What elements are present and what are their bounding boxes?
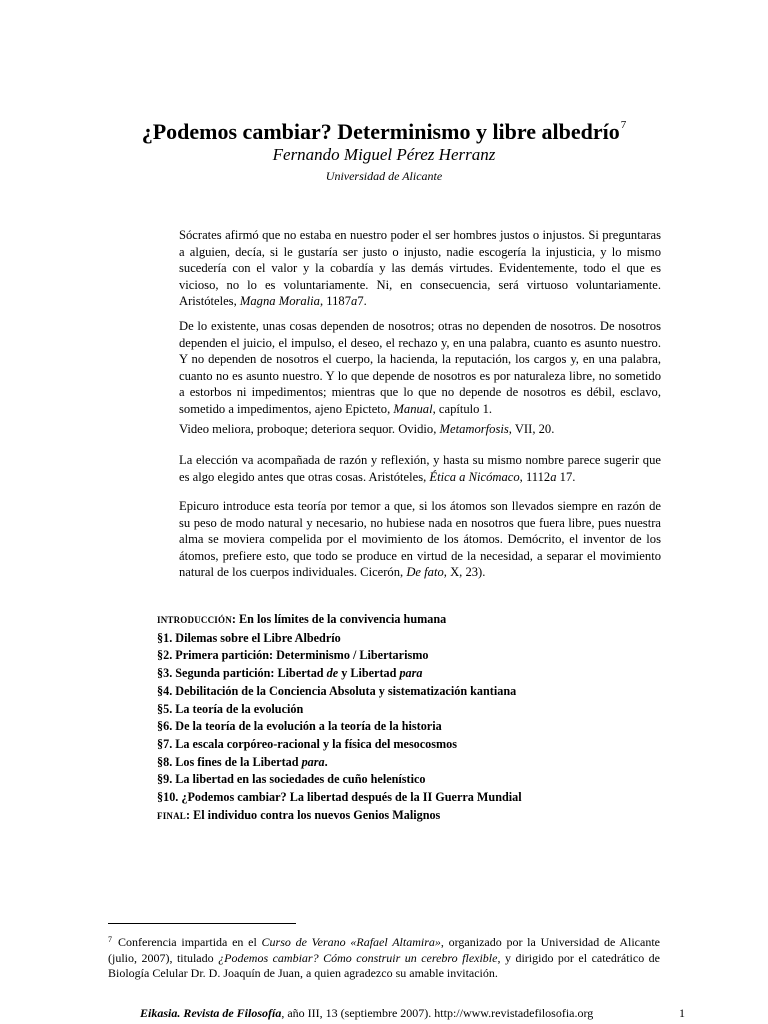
toc-text: y Libertad [338,666,400,681]
toc-item-section-8[interactable] [157,754,677,772]
journal-name: Eikasia. Revista de Filosofía [140,1006,282,1020]
author-name: Fernando Miguel Pérez Herranz [272,145,496,164]
epigraph-ref-letter: a [351,294,358,309]
toc-label: INTRODUCCIÓN [157,615,232,625]
epigraph-ref-letter: a [550,469,557,484]
toc-text: §8. Los fines de la Libertad [157,754,302,769]
epigraph-work: De fato [406,565,444,580]
epigraph-text: La elección va acompañada de razón y reflexión, y hasta su mismo nombre parece sugerir que es algo elegido antes que otras cosas. Aristóteles, [179,453,661,484]
toc-item-section-5[interactable]: §5. La teoría de la evolución [157,701,304,716]
epigraph-work: Ética a Nicómaco [429,469,520,484]
toc-emphasis: para [301,754,325,769]
epigraph-work: Manual [393,401,433,416]
footnote-course: Curso de Verano «Rafael Altamira» [261,935,441,949]
toc-item-introduction[interactable] [157,611,677,630]
epigraph-ref: , VII, 20. [508,422,555,436]
epigraph-ref: , X, 23). [443,565,486,580]
toc-item-section-4[interactable]: §4. Debilitación de la Conciencia Absoluta y sistematización kantiana [157,683,517,698]
toc-item-section-1[interactable]: §1. Dilemas sobre el Libre Albedrío [157,630,341,645]
title-footnote-marker[interactable]: 7 [620,119,627,131]
toc-item-final[interactable] [157,807,677,826]
epigraph-text: De lo existente, unas cosas dependen de nosotros; otras no dependen de nosotros. De nosotros dependen el juicio, el impulso, el deseo, el rechazo y, en una palabra, cuanto es asunto nuestro. Y no dependen de nosotros el cuerpo, la hacienda, la reputación, los cargos y, en una palabra, cuanto no es asunto nuestro. Y lo que depende de nosotros es por naturaleza libre, no sometido a estorbos ni impedimentos; mientras que lo que no depende de nosotros es débil, esclavo, sometido a impedimentos, ajeno Epicteto, [179,319,661,416]
toc-text: . [324,754,328,769]
epigraph-ref-end: 7. [357,294,367,309]
epigraph-ref: , 1187 [319,294,352,309]
epigraph-ref-end: 17. [556,469,576,484]
footnote-separator [108,923,296,924]
epigraph-text: Sócrates afirmó que no estaba en nuestro poder el ser hombres justos o injustos. Si preguntaras a alguien, decía, si le gustaría ser justo o injusto, nadie escogería la injusticia, y lo mismo sucedería con el valor y la cobardía y las demás virtudes. Evidentemente, todo el que es vicioso, no lo es voluntariamente. Ni, en consecuencia, será virtuoso voluntariamente. Aristóteles, [179,228,661,309]
title-text: ¿Podemos cambiar? Determinismo y libre albedrío [141,119,620,144]
epigraph-text: Video meliora, proboque; deteriora sequor. Ovidio, [179,422,440,436]
epigraph-ref: , capítulo 1. [432,401,493,416]
page-number: 1 [679,1006,685,1020]
epigraph-aristotle-ethics [179,452,661,485]
epigraph-cicero-de-fato [179,498,661,581]
toc-item-section-6[interactable]: §6. De la teoría de la evolución a la teoría de la historia [157,719,442,734]
toc-text: §3. Segunda partición: Libertad [157,666,327,681]
footnote-marker: 7 [108,935,112,944]
toc-text: : El individuo contra los nuevos Genios Malignos [186,807,441,822]
journal-details: , año III, 13 (septiembre 2007). http://www.revistadefilosofia.org [281,1006,594,1020]
epigraph-aristotle-magna-moralia [179,227,661,310]
epigraph-work: Metamorfosis [439,422,509,436]
toc-emphasis: para [399,666,423,681]
toc-item-section-3[interactable] [157,665,677,683]
author-affiliation: Universidad de Alicante [325,169,443,183]
footnote-text: , organizado por la Universidad de Alicante (julio, 2007), titulado [108,935,660,965]
page-footer [140,1006,660,1020]
toc-emphasis: de [326,666,339,681]
article-title [0,112,768,145]
epigraph-work: Magna Moralia [239,294,320,309]
footnote-text: , y dirigido por el catedrático de Biología Celular Dr. D. Joaquín de Juan, a quien agradezco su amable invitación. [108,950,661,980]
footnote [108,932,660,982]
footnote-text: Conferencia impartida en el [118,935,262,949]
epigraph-text: Epicuro introduce esta teoría por temor a que, si los átomos son llevados siempre en razón de su peso de modo natural y necesario, no hubiese nada en nosotros que fuera libre, pues nuestra alma se moviera compelida por el movimiento de los átomos. Demócrito, el inventor de los átomos, prefiere esto, que todo se produce en virtud de la necesidad, a separar el movimiento natural de los cuerpos individuales. Cicerón, [179,499,661,580]
toc-item-section-2[interactable]: §2. Primera partición: Determinismo / Libertarismo [157,648,429,663]
toc-item-section-7[interactable]: §7. La escala corpóreo-racional y la física del mesocosmos [157,736,458,751]
table-of-contents [157,611,677,825]
epigraph-ref: , 1112 [519,469,551,484]
footnote-course-title: ¿Podemos cambiar? Cómo construir un cerebro flexible [218,950,498,965]
epigraph-epictetus-manual [179,318,661,418]
toc-text: : En los límites de la convivencia humana [231,612,447,626]
toc-item-section-9[interactable]: §9. La libertad en las sociedades de cuño helenístico [157,772,426,787]
toc-item-section-10[interactable]: §10. ¿Podemos cambiar? La libertad después de la II Guerra Mundial [157,790,522,805]
epigraph-ovid-metamorphoses [179,421,661,438]
toc-label: FINAL [157,810,187,821]
